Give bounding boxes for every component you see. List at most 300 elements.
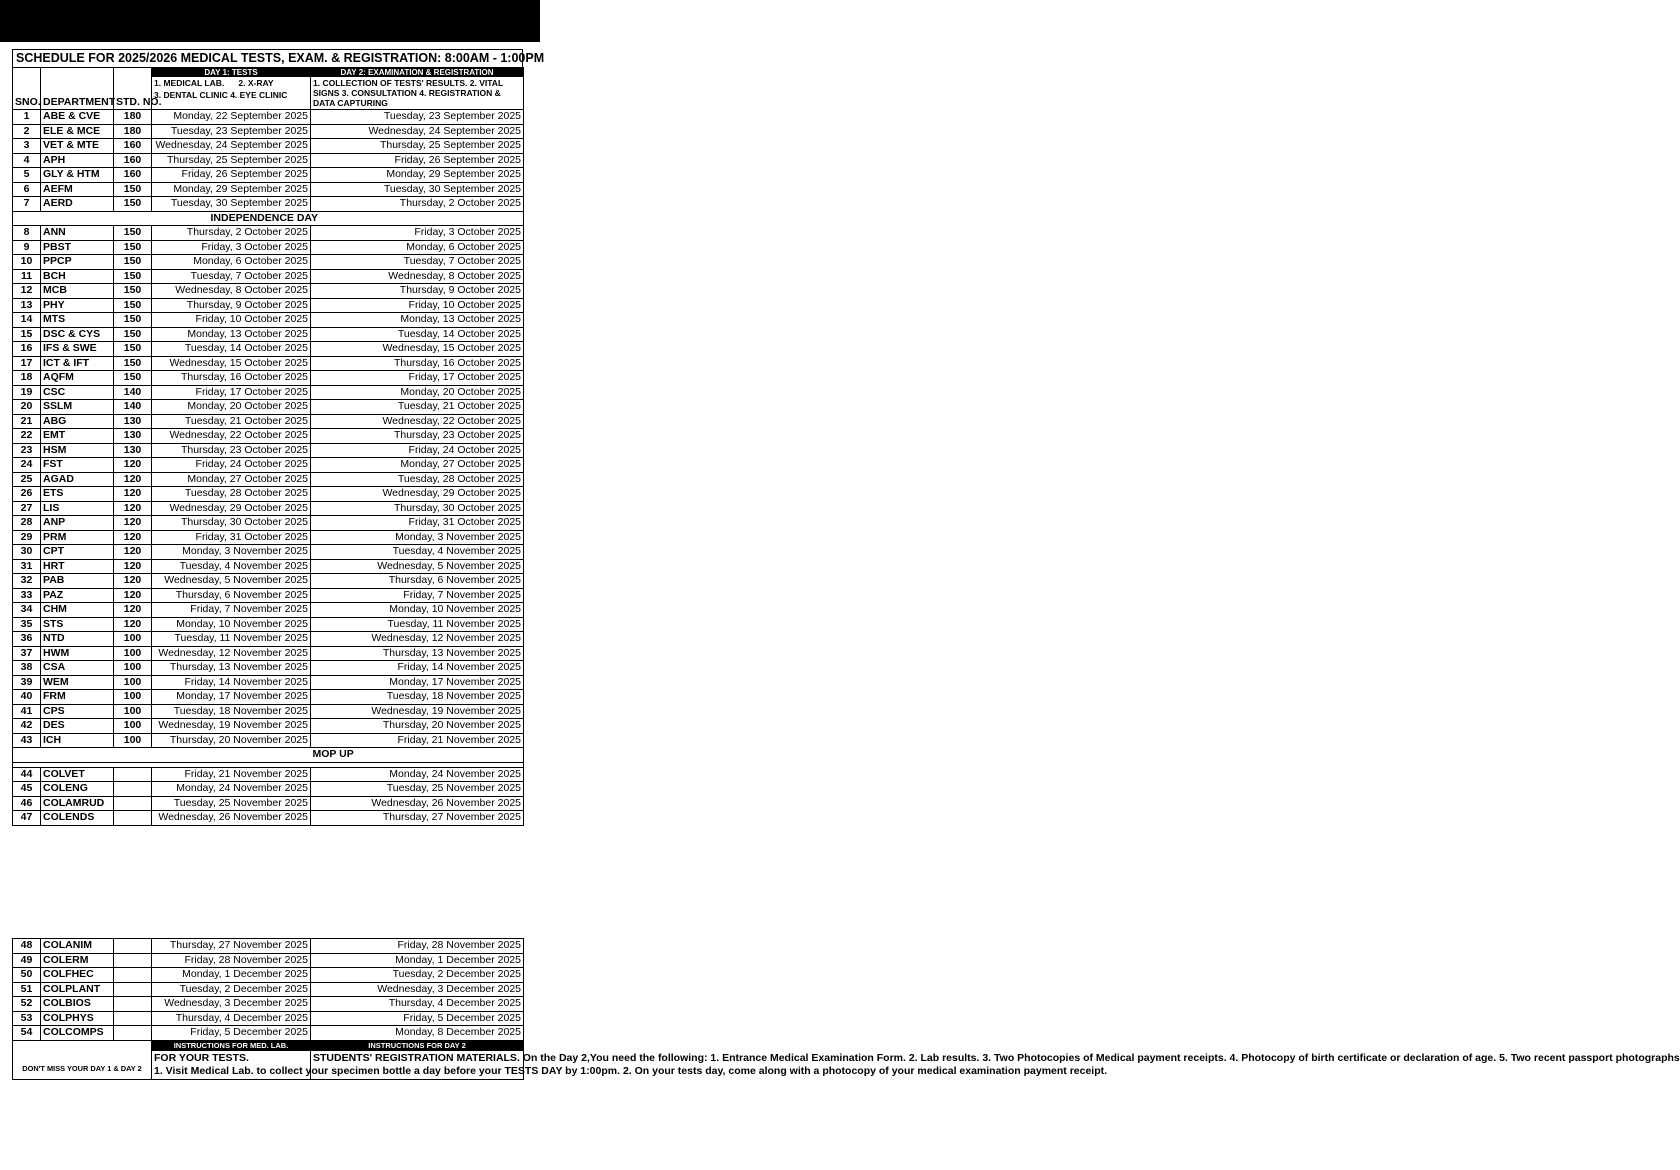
header-department: DEPARTMENT	[41, 68, 114, 110]
table-row	[13, 284, 524, 299]
row-department: PAB	[41, 574, 114, 589]
row-day1-date: Monday, 10 November 2025	[152, 617, 311, 632]
table-row	[13, 182, 524, 197]
rows-group-d	[13, 939, 524, 1041]
row-sno: 52	[13, 997, 41, 1012]
row-day1-date: Tuesday, 25 November 2025	[152, 796, 311, 811]
row-day2-date: Friday, 10 October 2025	[311, 298, 524, 313]
row-std-no: 120	[114, 559, 152, 574]
row-sno: 11	[13, 269, 41, 284]
row-day2-date: Tuesday, 7 October 2025	[311, 255, 524, 270]
row-std-no	[114, 968, 152, 983]
row-day2-date: Friday, 14 November 2025	[311, 661, 524, 676]
row-sno: 26	[13, 487, 41, 502]
row-day2-date: Tuesday, 4 November 2025	[311, 545, 524, 560]
rows-group-b	[13, 226, 524, 748]
row-day1-date: Thursday, 27 November 2025	[152, 939, 311, 954]
table-row	[13, 1011, 524, 1026]
day1-items-line2: 3. DENTAL CLINIC 4. EYE CLINIC	[154, 90, 288, 100]
day2-instructions-text-a: On the Day 2,You need the following:	[519, 1051, 708, 1064]
row-day1-date: Tuesday, 14 October 2025	[152, 342, 311, 357]
table-row	[13, 472, 524, 487]
row-day1-date: Monday, 22 September 2025	[152, 110, 311, 125]
row-day2-date: Thursday, 9 October 2025	[311, 284, 524, 299]
row-day2-date: Thursday, 23 October 2025	[311, 429, 524, 444]
table-row	[13, 327, 524, 342]
row-sno: 10	[13, 255, 41, 270]
row-std-no: 150	[114, 197, 152, 212]
table-row	[13, 255, 524, 270]
row-sno: 21	[13, 414, 41, 429]
row-std-no: 150	[114, 371, 152, 386]
row-department: DES	[41, 719, 114, 734]
row-day1-date: Friday, 21 November 2025	[152, 767, 311, 782]
row-department: ICT & IFT	[41, 356, 114, 371]
row-day1-date: Friday, 3 October 2025	[152, 240, 311, 255]
row-std-no: 120	[114, 617, 152, 632]
row-department: ABG	[41, 414, 114, 429]
row-std-no	[114, 982, 152, 997]
row-day1-date: Thursday, 30 October 2025	[152, 516, 311, 531]
row-department: COLVET	[41, 767, 114, 782]
row-sno: 12	[13, 284, 41, 299]
row-day1-date: Friday, 26 September 2025	[152, 168, 311, 183]
row-sno: 46	[13, 796, 41, 811]
table-row	[13, 313, 524, 328]
row-day2-date: Monday, 13 October 2025	[311, 313, 524, 328]
row-day2-date: Monday, 24 November 2025	[311, 767, 524, 782]
schedule-table-continued	[12, 938, 1680, 1080]
row-sno: 13	[13, 298, 41, 313]
row-sno: 36	[13, 632, 41, 647]
table-row	[13, 400, 524, 415]
row-day2-date: Monday, 8 December 2025	[311, 1026, 524, 1041]
row-department: EMT	[41, 429, 114, 444]
rows-group-a	[13, 110, 524, 212]
table-row	[13, 168, 524, 183]
row-day2-date: Tuesday, 30 September 2025	[311, 182, 524, 197]
row-sno: 29	[13, 530, 41, 545]
row-day1-date: Monday, 27 October 2025	[152, 472, 311, 487]
row-std-no: 100	[114, 704, 152, 719]
row-department: AQFM	[41, 371, 114, 386]
row-day2-date: Tuesday, 18 November 2025	[311, 690, 524, 705]
row-department: ETS	[41, 487, 114, 502]
row-department: AEFM	[41, 182, 114, 197]
row-std-no	[114, 782, 152, 797]
row-sno: 38	[13, 661, 41, 676]
row-day1-date: Tuesday, 11 November 2025	[152, 632, 311, 647]
row-std-no: 180	[114, 124, 152, 139]
row-std-no: 130	[114, 429, 152, 444]
table-row	[13, 110, 524, 125]
row-day2-date: Tuesday, 14 October 2025	[311, 327, 524, 342]
row-day2-date: Tuesday, 23 September 2025	[311, 110, 524, 125]
row-day1-date: Tuesday, 18 November 2025	[152, 704, 311, 719]
table-row	[13, 516, 524, 531]
row-day1-date: Wednesday, 29 October 2025	[152, 501, 311, 516]
row-day2-date: Friday, 3 October 2025	[311, 226, 524, 241]
row-std-no: 180	[114, 110, 152, 125]
row-department: AERD	[41, 197, 114, 212]
row-day2-date: Wednesday, 26 November 2025	[311, 796, 524, 811]
row-std-no: 100	[114, 632, 152, 647]
row-sno: 53	[13, 1011, 41, 1026]
row-std-no	[114, 1026, 152, 1041]
row-department: COLFHEC	[41, 968, 114, 983]
row-sno: 32	[13, 574, 41, 589]
row-department: ELE & MCE	[41, 124, 114, 139]
row-day1-date: Tuesday, 2 December 2025	[152, 982, 311, 997]
row-sno: 24	[13, 458, 41, 473]
table-row	[13, 139, 524, 154]
row-department: SSLM	[41, 400, 114, 415]
table-row	[13, 414, 524, 429]
row-sno: 19	[13, 385, 41, 400]
row-day2-date: Friday, 7 November 2025	[311, 588, 524, 603]
row-day1-date: Wednesday, 15 October 2025	[152, 356, 311, 371]
header-std-no: STD. NO.	[114, 68, 152, 110]
row-day2-date: Wednesday, 22 October 2025	[311, 414, 524, 429]
header-day2	[311, 68, 524, 110]
row-day2-date: Monday, 29 September 2025	[311, 168, 524, 183]
row-day2-date: Thursday, 2 October 2025	[311, 197, 524, 212]
row-day2-date: Friday, 21 November 2025	[311, 733, 524, 748]
reminder-text: DON'T MISS YOUR DAY 1 & DAY 2	[13, 1040, 152, 1079]
table-row	[13, 501, 524, 516]
table-row	[13, 574, 524, 589]
row-sno: 39	[13, 675, 41, 690]
row-department: COLBIOS	[41, 997, 114, 1012]
row-std-no: 100	[114, 719, 152, 734]
row-day1-date: Monday, 20 October 2025	[152, 400, 311, 415]
row-department: PPCP	[41, 255, 114, 270]
row-std-no: 130	[114, 443, 152, 458]
day1-title: DAY 1: TESTS	[152, 68, 310, 77]
row-day2-date: Friday, 28 November 2025	[311, 939, 524, 954]
row-std-no: 120	[114, 530, 152, 545]
table-row	[13, 968, 524, 983]
row-day1-date: Wednesday, 24 September 2025	[152, 139, 311, 154]
table-row	[13, 1026, 524, 1041]
row-sno: 49	[13, 953, 41, 968]
row-sno: 54	[13, 1026, 41, 1041]
row-day2-date: Friday, 24 October 2025	[311, 443, 524, 458]
table-row	[13, 675, 524, 690]
day2-instructions-title: INSTRUCTIONS FOR DAY 2	[311, 1041, 523, 1051]
table-row	[13, 530, 524, 545]
row-department: ANN	[41, 226, 114, 241]
row-sno: 7	[13, 197, 41, 212]
table-row	[13, 811, 524, 826]
row-day1-date: Wednesday, 26 November 2025	[152, 811, 311, 826]
row-sno: 51	[13, 982, 41, 997]
row-std-no	[114, 953, 152, 968]
row-sno: 3	[13, 139, 41, 154]
header-sno: SNO.	[13, 68, 41, 110]
row-sno: 34	[13, 603, 41, 618]
row-sno: 37	[13, 646, 41, 661]
row-sno: 2	[13, 124, 41, 139]
row-department: WEM	[41, 675, 114, 690]
table-row	[13, 733, 524, 748]
row-sno: 31	[13, 559, 41, 574]
row-std-no: 120	[114, 458, 152, 473]
row-std-no: 150	[114, 342, 152, 357]
day2-title: DAY 2: EXAMINATION & REGISTRATION	[311, 68, 523, 77]
lab-instructions-text-c: 2. On your tests day, come along with a photocopy of your medical examination payment receipt.	[620, 1064, 1108, 1077]
table-header-row	[13, 68, 524, 110]
table-row	[13, 719, 524, 734]
row-std-no: 120	[114, 501, 152, 516]
table-row	[13, 298, 524, 313]
row-sno: 5	[13, 168, 41, 183]
row-day2-date: Friday, 31 October 2025	[311, 516, 524, 531]
table-row	[13, 796, 524, 811]
row-department: COLENDS	[41, 811, 114, 826]
row-std-no: 100	[114, 733, 152, 748]
row-sno: 25	[13, 472, 41, 487]
row-std-no: 150	[114, 313, 152, 328]
table-row	[13, 356, 524, 371]
table-row	[13, 661, 524, 676]
row-day2-date: Wednesday, 29 October 2025	[311, 487, 524, 502]
row-sno: 15	[13, 327, 41, 342]
row-department: ANP	[41, 516, 114, 531]
row-day2-date: Thursday, 30 October 2025	[311, 501, 524, 516]
row-department: CSC	[41, 385, 114, 400]
row-day1-date: Friday, 17 October 2025	[152, 385, 311, 400]
row-day2-date: Tuesday, 28 October 2025	[311, 472, 524, 487]
row-std-no: 120	[114, 574, 152, 589]
row-sno: 4	[13, 153, 41, 168]
row-day2-date: Tuesday, 21 October 2025	[311, 400, 524, 415]
row-department: HWM	[41, 646, 114, 661]
row-std-no: 120	[114, 487, 152, 502]
row-day1-date: Monday, 1 December 2025	[152, 968, 311, 983]
row-department: APH	[41, 153, 114, 168]
row-day2-date: Monday, 1 December 2025	[311, 953, 524, 968]
row-day2-date: Wednesday, 8 October 2025	[311, 269, 524, 284]
row-department: IFS & SWE	[41, 342, 114, 357]
table-row	[13, 429, 524, 444]
row-std-no: 120	[114, 545, 152, 560]
table-row	[13, 153, 524, 168]
row-department: MTS	[41, 313, 114, 328]
row-day1-date: Wednesday, 22 October 2025	[152, 429, 311, 444]
row-day1-date: Monday, 29 September 2025	[152, 182, 311, 197]
row-department: NTD	[41, 632, 114, 647]
row-std-no: 130	[114, 414, 152, 429]
row-department: PAZ	[41, 588, 114, 603]
row-day1-date: Wednesday, 8 October 2025	[152, 284, 311, 299]
table-row	[13, 226, 524, 241]
row-day2-date: Wednesday, 15 October 2025	[311, 342, 524, 357]
row-day1-date: Friday, 5 December 2025	[152, 1026, 311, 1041]
row-std-no: 150	[114, 298, 152, 313]
row-day2-date: Wednesday, 12 November 2025	[311, 632, 524, 647]
independence-day-label: INDEPENDENCE DAY	[152, 211, 524, 226]
day2-instructions-text-b: 1. Entrance Medical Examination Form. 2. Lab results. 3. Two Photocopies of Medical payment receipts. 4. Photocopy of birth certificate or declaration of age. 5. Two recent passport photographs	[707, 1051, 1680, 1064]
row-day1-date: Friday, 31 October 2025	[152, 530, 311, 545]
schedule-sheet-page-1	[12, 49, 545, 826]
row-department: PHY	[41, 298, 114, 313]
row-department: COLCOMPS	[41, 1026, 114, 1041]
row-sno: 8	[13, 226, 41, 241]
row-day1-date: Thursday, 16 October 2025	[152, 371, 311, 386]
instructions-row	[13, 1040, 524, 1079]
row-sno: 22	[13, 429, 41, 444]
row-day1-date: Thursday, 13 November 2025	[152, 661, 311, 676]
row-day1-date: Wednesday, 5 November 2025	[152, 574, 311, 589]
row-day2-date: Monday, 10 November 2025	[311, 603, 524, 618]
table-row	[13, 342, 524, 357]
row-sno: 30	[13, 545, 41, 560]
row-sno: 6	[13, 182, 41, 197]
row-day1-date: Wednesday, 19 November 2025	[152, 719, 311, 734]
row-sno: 42	[13, 719, 41, 734]
row-sno: 44	[13, 767, 41, 782]
row-sno: 33	[13, 588, 41, 603]
row-day1-date: Wednesday, 12 November 2025	[152, 646, 311, 661]
row-day1-date: Friday, 14 November 2025	[152, 675, 311, 690]
schedule-sheet-page-2	[12, 938, 1680, 1080]
table-row	[13, 953, 524, 968]
row-day2-date: Friday, 26 September 2025	[311, 153, 524, 168]
row-department: STS	[41, 617, 114, 632]
schedule-title: SCHEDULE FOR 2025/2026 MEDICAL TESTS, EXAM. & REGISTRATION: 8:00AM - 1:00PM	[12, 49, 523, 67]
table-row	[13, 982, 524, 997]
row-day1-date: Tuesday, 7 October 2025	[152, 269, 311, 284]
row-department: COLENG	[41, 782, 114, 797]
row-day2-date: Wednesday, 24 September 2025	[311, 124, 524, 139]
row-std-no: 150	[114, 226, 152, 241]
table-row	[13, 588, 524, 603]
row-sno: 23	[13, 443, 41, 458]
row-std-no: 120	[114, 603, 152, 618]
row-std-no: 150	[114, 182, 152, 197]
table-row	[13, 997, 524, 1012]
row-std-no: 150	[114, 284, 152, 299]
lab-instructions-subtitle: FOR YOUR TESTS.	[154, 1051, 249, 1064]
row-std-no: 150	[114, 356, 152, 371]
row-department: MCB	[41, 284, 114, 299]
row-std-no	[114, 767, 152, 782]
row-day1-date: Thursday, 2 October 2025	[152, 226, 311, 241]
row-day1-date: Monday, 3 November 2025	[152, 545, 311, 560]
row-day2-date: Wednesday, 5 November 2025	[311, 559, 524, 574]
row-sno: 20	[13, 400, 41, 415]
day2-instructions-subtitle: STUDENTS' REGISTRATION MATERIALS.	[313, 1051, 520, 1064]
row-std-no: 100	[114, 646, 152, 661]
row-sno: 14	[13, 313, 41, 328]
row-day2-date: Monday, 17 November 2025	[311, 675, 524, 690]
row-std-no: 150	[114, 240, 152, 255]
independence-day-row	[13, 211, 524, 226]
row-sno: 17	[13, 356, 41, 371]
row-std-no	[114, 811, 152, 826]
row-std-no: 140	[114, 385, 152, 400]
row-day1-date: Tuesday, 4 November 2025	[152, 559, 311, 574]
mop-up-label: MOP UP	[311, 748, 524, 763]
row-sno: 50	[13, 968, 41, 983]
lab-instructions-title: INSTRUCTIONS FOR MED. LAB.	[152, 1041, 310, 1051]
row-day2-date: Wednesday, 19 November 2025	[311, 704, 524, 719]
row-std-no: 150	[114, 269, 152, 284]
table-row	[13, 704, 524, 719]
row-std-no	[114, 1011, 152, 1026]
row-sno: 16	[13, 342, 41, 357]
row-sno: 40	[13, 690, 41, 705]
row-day2-date: Friday, 5 December 2025	[311, 1011, 524, 1026]
row-department: COLPLANT	[41, 982, 114, 997]
table-row	[13, 371, 524, 386]
row-day1-date: Monday, 17 November 2025	[152, 690, 311, 705]
row-department: COLAMRUD	[41, 796, 114, 811]
row-day1-date: Tuesday, 28 October 2025	[152, 487, 311, 502]
row-day2-date: Monday, 20 October 2025	[311, 385, 524, 400]
row-std-no: 150	[114, 327, 152, 342]
row-department: COLANIM	[41, 939, 114, 954]
rows-group-c	[13, 767, 524, 825]
table-row	[13, 197, 524, 212]
row-day2-date: Monday, 3 November 2025	[311, 530, 524, 545]
row-department: COLPHYS	[41, 1011, 114, 1026]
day2-items: 1. COLLECTION OF TESTS' RESULTS. 2. VITAL SIGNS 3. CONSULTATION 4. REGISTRATION & DATA CAPTURING	[313, 78, 503, 108]
row-department: ICH	[41, 733, 114, 748]
row-std-no: 100	[114, 675, 152, 690]
row-day2-date: Thursday, 27 November 2025	[311, 811, 524, 826]
row-std-no: 120	[114, 472, 152, 487]
table-row	[13, 690, 524, 705]
row-department: PRM	[41, 530, 114, 545]
row-department: CPS	[41, 704, 114, 719]
row-day1-date: Monday, 13 October 2025	[152, 327, 311, 342]
row-department: CSA	[41, 661, 114, 676]
row-day1-date: Friday, 24 October 2025	[152, 458, 311, 473]
row-day1-date: Thursday, 9 October 2025	[152, 298, 311, 313]
row-day1-date: Tuesday, 30 September 2025	[152, 197, 311, 212]
row-day2-date: Thursday, 13 November 2025	[311, 646, 524, 661]
row-std-no: 100	[114, 690, 152, 705]
row-department: GLY & HTM	[41, 168, 114, 183]
row-day2-date: Monday, 6 October 2025	[311, 240, 524, 255]
row-department: FST	[41, 458, 114, 473]
day1-items-line1: 1. MEDICAL LAB. 2. X-RAY	[154, 78, 274, 88]
row-std-no: 100	[114, 661, 152, 676]
row-sno: 9	[13, 240, 41, 255]
row-day1-date: Thursday, 23 October 2025	[152, 443, 311, 458]
table-row	[13, 240, 524, 255]
row-std-no: 160	[114, 168, 152, 183]
row-day2-date: Thursday, 6 November 2025	[311, 574, 524, 589]
row-department: LIS	[41, 501, 114, 516]
row-std-no: 140	[114, 400, 152, 415]
row-day1-date: Wednesday, 3 December 2025	[152, 997, 311, 1012]
row-sno: 48	[13, 939, 41, 954]
row-sno: 28	[13, 516, 41, 531]
row-day2-date: Friday, 17 October 2025	[311, 371, 524, 386]
status-bar	[0, 0, 540, 42]
row-day1-date: Friday, 10 October 2025	[152, 313, 311, 328]
row-day2-date: Thursday, 16 October 2025	[311, 356, 524, 371]
row-day1-date: Friday, 28 November 2025	[152, 953, 311, 968]
row-day2-date: Thursday, 4 December 2025	[311, 997, 524, 1012]
row-std-no	[114, 997, 152, 1012]
table-row	[13, 269, 524, 284]
row-day1-date: Thursday, 4 December 2025	[152, 1011, 311, 1026]
table-row	[13, 559, 524, 574]
